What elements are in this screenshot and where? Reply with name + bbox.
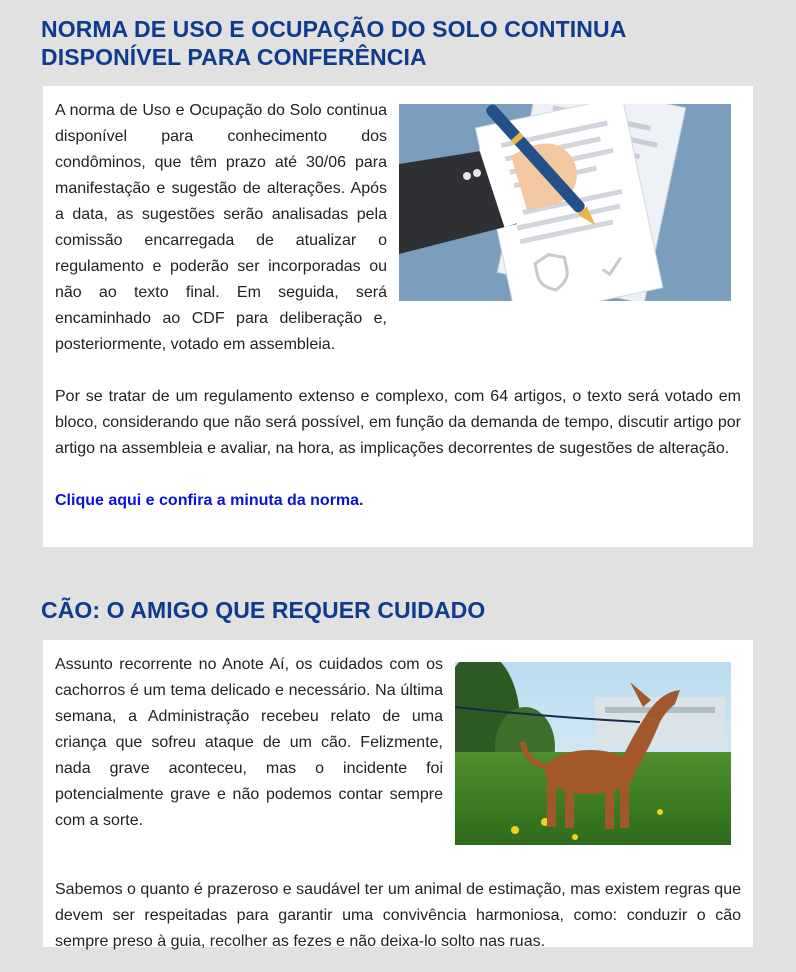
minuta-link[interactable]: Clique aqui e confira a minuta da norma. xyxy=(55,492,364,509)
article-paragraph-1: A norma de Uso e Ocupação do Solo continua disponível para conhecimento dos condôminos, que têm prazo até 30/06 para manifestação e sugestão de alterações. Após a data, as sugestões serão analisadas pela comissão encarregada de atualizar o regulamento e poderão ser incorporadas ou não ao texto final. Em seguida, será encaminhado ao CDF para deliberação e, posteriormente, votado em assembleia. xyxy=(55,102,387,353)
section-title-cao: CÃO: O AMIGO QUE REQUER CUIDADO xyxy=(41,597,486,623)
section-title-line-1: NORMA DE USO E OCUPAÇÃO DO SOLO CONTINUA xyxy=(41,16,627,42)
section-title-norma xyxy=(41,15,626,71)
article-card-cao xyxy=(43,640,753,950)
article-paragraph-2: Por se tratar de um regulamento extenso e complexo, com 64 artigos, o texto será votado em bloco, considerando que não será possível, em função da demanda de tempo, discutir artigo por artigo na assembleia e avaliar, na hora, as implicações decorrentes de sugestões de alteração. xyxy=(55,388,741,457)
paragraph-spacer xyxy=(55,462,741,488)
paragraph-spacer xyxy=(55,851,741,877)
article-paragraph-3: Assunto recorrente no Anote Aí, os cuidados com os cachorros é um tema delicado e necessário. Na última semana, a Administração recebeu relato de uma criança que sofreu ataque de um cão. Felizmente, nada grave aconteceu, mas o incidente foi potencialmente grave e não podemos contar sempre com a sorte. xyxy=(55,656,443,829)
section-title-line-2: DISPONÍVEL PARA CONFERÊNCIA xyxy=(41,44,427,70)
article-card-norma xyxy=(43,86,753,547)
article-paragraph-4: Sabemos o quanto é prazeroso e saudável ter um animal de estimação, mas existem regras que devem ser respeitadas para garantir uma convivência harmoniosa, como: conduzir o cão sempre preso à guia, recolher as fezes e não deixa-lo solto nas ruas. xyxy=(55,881,741,950)
document-signing-illustration xyxy=(399,104,731,301)
dog-photo xyxy=(455,662,731,845)
paragraph-spacer xyxy=(55,358,741,384)
